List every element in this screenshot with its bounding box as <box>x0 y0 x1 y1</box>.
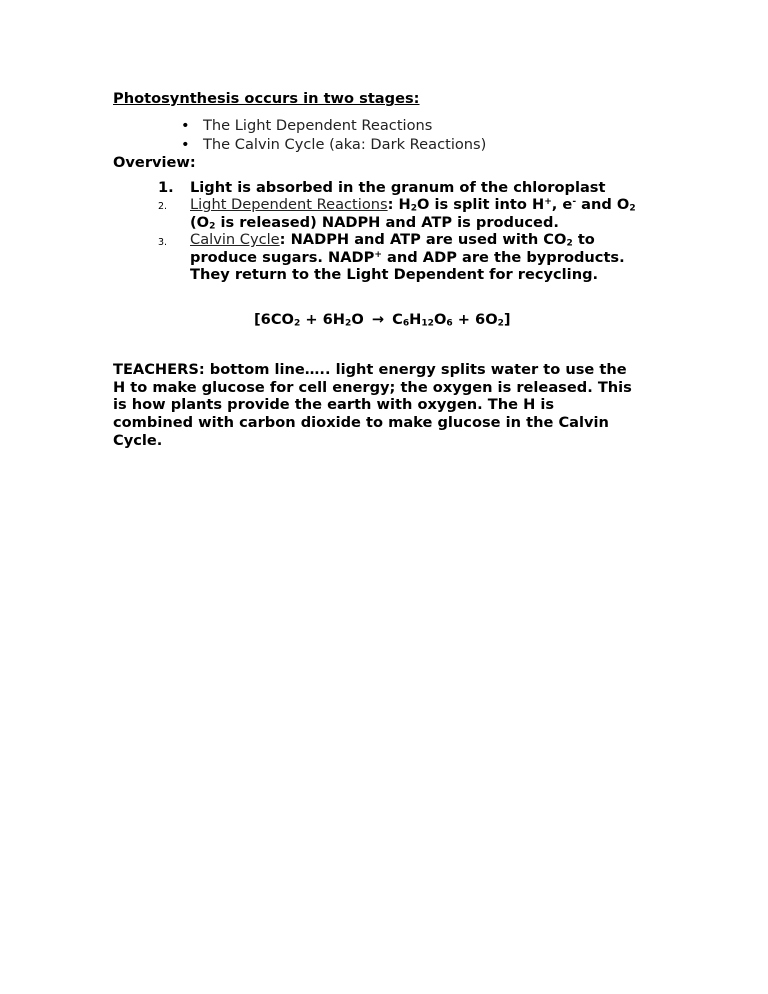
term-link: Light Dependent Reactions <box>190 196 388 213</box>
subscript: 2 <box>410 203 418 214</box>
subscript: 2 <box>566 238 573 249</box>
item-number: 1. <box>158 179 174 196</box>
item-line <box>190 249 625 266</box>
overview-label: Overview: <box>113 154 196 171</box>
item-line <box>190 196 636 213</box>
subscript: 12 <box>421 318 434 329</box>
text-run: [6CO <box>254 311 294 328</box>
text-run: , e <box>551 196 573 213</box>
stage-text: The Calvin Cycle (aka: Dark Reactions) <box>203 136 487 153</box>
bullet-icon: • <box>181 136 190 153</box>
text-run: + 6O <box>452 311 498 328</box>
bullet-icon: • <box>181 117 190 134</box>
superscript: - <box>572 197 577 208</box>
subscript: 2 <box>209 221 216 232</box>
subscript: 2 <box>497 318 504 329</box>
text-run: to <box>572 231 595 248</box>
item-line: They return to the Light Dependent for recycling. <box>190 266 599 283</box>
heading: Photosynthesis occurs in two stages: <box>113 90 420 107</box>
text-run: O <box>433 311 447 328</box>
subscript: 6 <box>446 318 453 329</box>
text-run: H <box>393 196 411 213</box>
item-line <box>190 231 595 248</box>
colon: : <box>279 231 286 248</box>
text-run: NADPH and ATP are used with CO <box>285 231 567 248</box>
stage-text: The Light Dependent Reactions <box>203 117 433 134</box>
note-line: Cycle. <box>113 432 163 449</box>
arrow-right-icon: → <box>371 311 385 328</box>
text-run: (O <box>190 214 210 231</box>
colon: : <box>387 196 394 213</box>
item-number: 2. <box>158 201 168 212</box>
superscript: + <box>544 197 552 208</box>
note-line: combined with carbon dioxide to make glucose in the Calvin <box>113 414 609 431</box>
subscript: 2 <box>345 318 352 329</box>
superscript: + <box>374 250 382 261</box>
subscript: 2 <box>629 203 636 214</box>
text-run: is released) NADPH and ATP is produced. <box>215 214 559 231</box>
text-run: + 6H <box>300 311 346 328</box>
item-text: Light is absorbed in the granum of the chloroplast <box>190 179 606 196</box>
item-number: 3. <box>158 237 168 248</box>
text-run: and ADP are the byproducts. <box>381 249 625 266</box>
text-run: O is split into H <box>417 196 545 213</box>
item-line <box>190 214 559 231</box>
text-run: C <box>387 311 403 328</box>
equation <box>254 311 511 328</box>
subscript: 6 <box>402 318 410 329</box>
text-run: O <box>351 311 369 328</box>
text-run: ] <box>503 311 511 328</box>
term-link: Calvin Cycle <box>190 231 280 248</box>
note-line: is how plants provide the earth with oxygen. The H is <box>113 396 555 413</box>
note-line: TEACHERS: bottom line….. light energy splits water to use the <box>113 361 627 378</box>
text-run: H <box>409 311 422 328</box>
note-line: H to make glucose for cell energy; the oxygen is released. This <box>113 379 632 396</box>
text-run: and O <box>576 196 630 213</box>
subscript: 2 <box>293 318 301 329</box>
text-run: produce sugars. NADP <box>190 249 375 266</box>
